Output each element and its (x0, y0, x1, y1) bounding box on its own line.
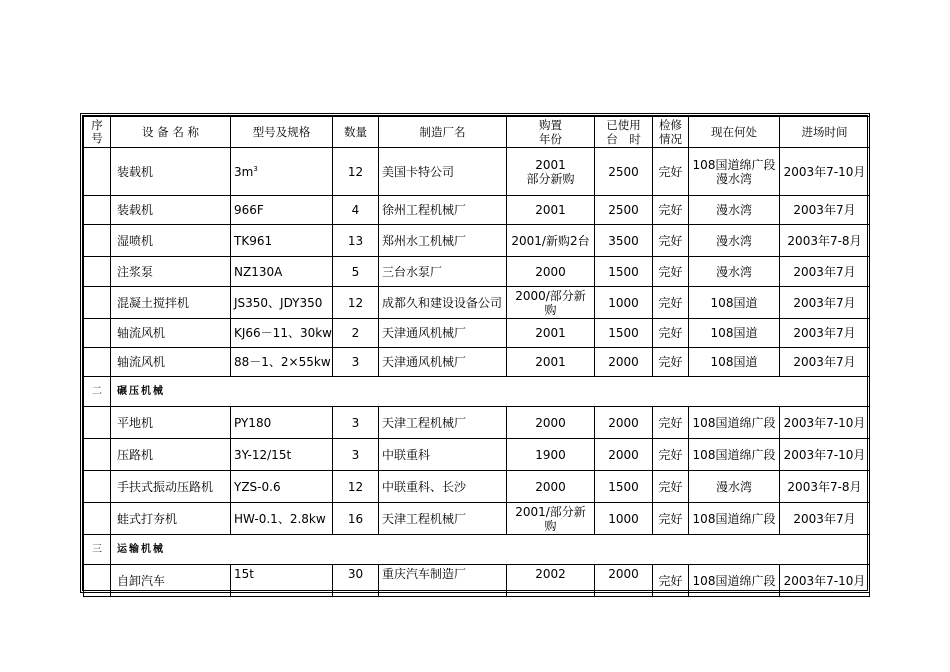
cell-seq (84, 407, 111, 439)
cell-model: NZ130A (231, 257, 333, 287)
cell-location: 108国道绵广段 (689, 439, 780, 471)
table-row (84, 565, 870, 597)
group-row (84, 377, 870, 407)
table-row (84, 287, 870, 319)
cell-qty: 3 (333, 348, 379, 377)
cell-year: 2001 部分新购 (507, 148, 595, 196)
cell-maker: 天津通风机械厂 (379, 348, 507, 377)
cell-name: 蛙式打夯机 (111, 503, 231, 535)
cell-location: 漫水湾 (689, 225, 780, 257)
cell-year: 1900 (507, 439, 595, 471)
cell-location: 108国道绵广段 漫水湾 (689, 148, 780, 196)
cell-name: 混凝土搅拌机 (111, 287, 231, 319)
cell-year: 2000 (507, 257, 595, 287)
cell-qty: 12 (333, 471, 379, 503)
cell-maker: 美国卡特公司 (379, 148, 507, 196)
cell-name: 平地机 (111, 407, 231, 439)
cell-seq (84, 287, 111, 319)
table-row (84, 407, 870, 439)
group-seq: 三 (84, 535, 111, 565)
cell-qty: 2 (333, 319, 379, 348)
cell-year: 2000/部分新购 (507, 287, 595, 319)
cell-name: 自卸汽车 (111, 565, 231, 597)
cell-name: 轴流风机 (111, 348, 231, 377)
cell-location: 108国道 (689, 287, 780, 319)
cell-model: 966F (231, 196, 333, 225)
cell-model: KJ66－11、30kw (231, 319, 333, 348)
cell-model: 15t (231, 565, 333, 597)
header-used-hours: 已使用 台 时 (595, 117, 653, 148)
cell-maker: 三台水泵厂 (379, 257, 507, 287)
group-row (84, 535, 870, 565)
cell-year: 2001/部分新购 (507, 503, 595, 535)
cell-seq (84, 503, 111, 535)
cell-model: TK961 (231, 225, 333, 257)
cell-condition: 完好 (653, 287, 689, 319)
cell-hours: 1500 (595, 257, 653, 287)
cell-qty: 12 (333, 148, 379, 196)
header-name: 设 备 名 称 (111, 117, 231, 148)
cell-entry-date: 2003年7月 (780, 196, 870, 225)
cell-entry-date: 2003年7月 (780, 503, 870, 535)
cell-model: 88－1、2×55kw (231, 348, 333, 377)
header-row (84, 117, 870, 148)
cell-model: JS350、JDY350 (231, 287, 333, 319)
cell-qty: 12 (333, 287, 379, 319)
cell-condition: 完好 (653, 148, 689, 196)
cell-maker: 天津工程机械厂 (379, 407, 507, 439)
table-row (84, 471, 870, 503)
cell-seq (84, 439, 111, 471)
cell-location: 108国道绵广段 (689, 503, 780, 535)
header-location: 现在何处 (689, 117, 780, 148)
cell-condition: 完好 (653, 196, 689, 225)
cell-condition: 完好 (653, 348, 689, 377)
cell-seq (84, 225, 111, 257)
equipment-table-frame (80, 113, 870, 593)
cell-hours: 1500 (595, 319, 653, 348)
cell-hours: 3500 (595, 225, 653, 257)
cell-seq (84, 565, 111, 597)
cell-model: YZS-0.6 (231, 471, 333, 503)
cell-qty: 5 (333, 257, 379, 287)
cell-qty: 16 (333, 503, 379, 535)
cell-condition: 完好 (653, 257, 689, 287)
cell-condition: 完好 (653, 471, 689, 503)
header-qty: 数量 (333, 117, 379, 148)
cell-hours: 1000 (595, 503, 653, 535)
cell-entry-date: 2003年7-8月 (780, 471, 870, 503)
cell-year: 2001 (507, 196, 595, 225)
cell-entry-date: 2003年7月 (780, 257, 870, 287)
cell-entry-date: 2003年7-10月 (780, 439, 870, 471)
table-row (84, 319, 870, 348)
equipment-table (83, 116, 870, 597)
cell-location: 漫水湾 (689, 471, 780, 503)
cell-maker: 天津工程机械厂 (379, 503, 507, 535)
header-entry-date: 进场时间 (780, 117, 870, 148)
cell-year: 2000 (507, 407, 595, 439)
cell-name: 压路机 (111, 439, 231, 471)
cell-name: 轴流风机 (111, 319, 231, 348)
cell-model: PY180 (231, 407, 333, 439)
cell-year: 2002 (507, 565, 595, 597)
header-year: 购置 年份 (507, 117, 595, 148)
cell-hours: 1500 (595, 471, 653, 503)
cell-hours: 2000 (595, 439, 653, 471)
cell-entry-date: 2003年7月 (780, 319, 870, 348)
cell-location: 108国道 (689, 348, 780, 377)
group-label: 运输机械 (111, 535, 870, 565)
cell-model: HW-0.1、2.8kw (231, 503, 333, 535)
cell-hours: 2500 (595, 148, 653, 196)
cell-qty: 3 (333, 439, 379, 471)
cell-hours: 2000 (595, 348, 653, 377)
cell-condition: 完好 (653, 319, 689, 348)
table-row (84, 348, 870, 377)
cell-name: 注浆泵 (111, 257, 231, 287)
cell-name: 手扶式振动压路机 (111, 471, 231, 503)
cell-year: 2000 (507, 471, 595, 503)
cell-hours: 2000 (595, 407, 653, 439)
cell-seq (84, 148, 111, 196)
cell-condition: 完好 (653, 407, 689, 439)
table-row (84, 257, 870, 287)
cell-seq (84, 257, 111, 287)
cell-entry-date: 2003年7月 (780, 287, 870, 319)
cell-location: 漫水湾 (689, 257, 780, 287)
cell-hours: 1000 (595, 287, 653, 319)
cell-year: 2001 (507, 348, 595, 377)
cell-location: 108国道绵广段 (689, 565, 780, 597)
header-model: 型号及规格 (231, 117, 333, 148)
cell-seq (84, 348, 111, 377)
cell-name: 装载机 (111, 196, 231, 225)
cell-entry-date: 2003年7-10月 (780, 148, 870, 196)
header-condition: 检修 情况 (653, 117, 689, 148)
table-row (84, 503, 870, 535)
cell-location: 108国道 (689, 319, 780, 348)
cell-maker: 成都久和建设设备公司 (379, 287, 507, 319)
table-row (84, 196, 870, 225)
cell-qty: 4 (333, 196, 379, 225)
cell-qty: 3 (333, 407, 379, 439)
table-row (84, 439, 870, 471)
cell-hours: 2500 (595, 196, 653, 225)
cell-year: 2001 (507, 319, 595, 348)
cell-model: 3Y-12/15t (231, 439, 333, 471)
cell-qty: 30 (333, 565, 379, 597)
group-seq: 二 (84, 377, 111, 407)
cell-condition: 完好 (653, 503, 689, 535)
cell-condition: 完好 (653, 439, 689, 471)
cell-location: 108国道绵广段 (689, 407, 780, 439)
cell-seq (84, 471, 111, 503)
cell-condition: 完好 (653, 225, 689, 257)
cell-entry-date: 2003年7月 (780, 348, 870, 377)
table-row (84, 148, 870, 196)
cell-seq (84, 319, 111, 348)
cell-entry-date: 2003年7-10月 (780, 407, 870, 439)
cell-qty: 13 (333, 225, 379, 257)
header-maker: 制造厂名 (379, 117, 507, 148)
header-seq: 序号 (84, 117, 111, 148)
cell-name: 湿喷机 (111, 225, 231, 257)
cell-model: $3m^3$ (231, 148, 333, 196)
cell-location: 漫水湾 (689, 196, 780, 225)
cell-maker: 中联重科 (379, 439, 507, 471)
cell-entry-date: 2003年7-8月 (780, 225, 870, 257)
cell-maker: 中联重科、长沙 (379, 471, 507, 503)
cell-maker: 天津通风机械厂 (379, 319, 507, 348)
cell-condition: 完好 (653, 565, 689, 597)
cell-hours: 2000 (595, 565, 653, 597)
cell-year: 2001/新购2台 (507, 225, 595, 257)
group-label: 碾压机械 (111, 377, 870, 407)
table-row (84, 225, 870, 257)
cell-entry-date: 2003年7-10月 (780, 565, 870, 597)
cell-seq (84, 196, 111, 225)
cell-name: 装载机 (111, 148, 231, 196)
cell-maker: 重庆汽车制造厂 (379, 565, 507, 597)
cell-maker: 郑州水工机械厂 (379, 225, 507, 257)
cell-maker: 徐州工程机械厂 (379, 196, 507, 225)
